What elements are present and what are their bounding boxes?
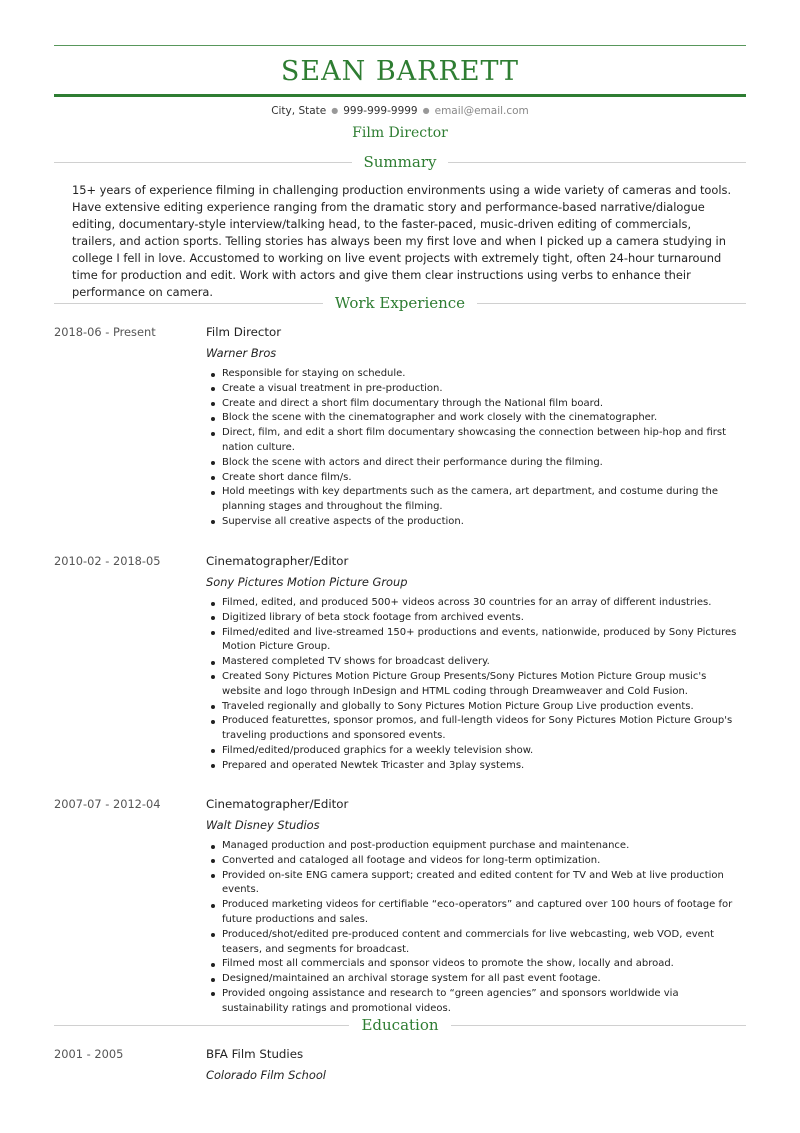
summary-paragraph: 15+ years of experience filming in challenging production environments using a wide variety of cameras and tools. Have extensive editing experience ranging from the dramatic story and performance-based narrative/dialogue editing, documentary-style interview/talking head, to the faster-paced, music-driven editing of commercials, trailers, and action sports. Telling stories has always been my first love and when I picked up a camera studying in college I fell in love. Accustomed to working on live event projects with extremely tight, often 24-hour turnaround time for production and edit. Work with actors and give them clear instructions using verbs to enhance their performance on camera.: [72, 183, 732, 299]
entry-role: Cinematographer/Editor: [206, 554, 349, 568]
bullet-item: Filmed, edited, and produced 500+ videos across 30 countries for an array of different industries.: [222, 596, 748, 611]
entry-dates: 2010-02 - 2018-05: [54, 554, 161, 568]
bullet-item: Create a visual treatment in pre-production.: [222, 382, 748, 397]
summary-title: Summary: [352, 153, 449, 171]
bullet-item: Filmed most all commercials and sponsor videos to promote the show, locally and abroad.: [222, 957, 748, 972]
entry-bullets: [206, 367, 748, 530]
summary-text: [72, 182, 732, 301]
bullet-item: Block the scene with actors and direct their performance during the filming.: [222, 456, 748, 471]
entry-company: Sony Pictures Motion Picture Group: [206, 575, 408, 589]
entry-company: Walt Disney Studios: [206, 818, 320, 832]
experience-title: Work Experience: [323, 294, 477, 312]
bullet-item: Responsible for staying on schedule.: [222, 367, 748, 382]
bullet-item: Designed/maintained an archival storage system for all past event footage.: [222, 972, 748, 987]
header-top-rule: [54, 45, 746, 46]
education-section-heading: [54, 1015, 746, 1037]
bullet-item: Produced featurettes, sponsor promos, and full-length videos for Sony Pictures Motion Picture Group's traveling productions and sponsored events.: [222, 714, 748, 744]
bullet-item: Produced/shot/edited pre-produced content and commercials for live webcasting, web VOD, event teasers, and segments for broadcast.: [222, 928, 748, 958]
bullet-item: Digitized library of beta stock footage from archived events.: [222, 611, 748, 626]
bullet-item: Block the scene with the cinematographer and work closely with the cinematographer.: [222, 411, 748, 426]
bullet-item: Filmed/edited/produced graphics for a weekly television show.: [222, 744, 748, 759]
bullet-item: Direct, film, and edit a short film documentary showcasing the connection between hip-hop and first nation culture.: [222, 426, 748, 456]
bullet-item: Create and direct a short film documentary through the National film board.: [222, 397, 748, 412]
bullet-item: Created Sony Pictures Motion Picture Group Presents/Sony Pictures Motion Picture Group music's website and logo through InDesign and HTML coding through Dreamweaver and Cold Fusion.: [222, 670, 748, 700]
bullet-item: Supervise all creative aspects of the production.: [222, 515, 748, 530]
bullet-item: Provided ongoing assistance and research to “green agencies” and sponsors worldwide via sustainability ratings and promotional videos.: [222, 987, 748, 1017]
entry-role: Cinematographer/Editor: [206, 797, 349, 811]
contact-line: [0, 103, 800, 120]
entry-dates: 2007-07 - 2012-04: [54, 797, 161, 811]
header-bottom-rule: [54, 94, 746, 97]
bullet-item: Prepared and operated Newtek Tricaster and 3play systems.: [222, 759, 748, 774]
experience-section-heading: [54, 293, 746, 315]
candidate-name: SEAN BARRETT: [280, 56, 520, 87]
bullet-item: Filmed/edited and live-streamed 150+ productions and events, nationwide, produced by Sony Pictures Motion Picture Group.: [222, 626, 748, 656]
entry-school: Colorado Film School: [206, 1068, 326, 1082]
bullet-item: Mastered completed TV shows for broadcast delivery.: [222, 655, 748, 670]
bullet-item: Provided on-site ENG camera support; created and edited content for TV and Web at live production events.: [222, 869, 748, 899]
bullet-item: Create short dance film/s.: [222, 471, 748, 486]
entry-dates: 2001 - 2005: [54, 1047, 124, 1061]
separator-dot: ●: [422, 106, 430, 115]
entry-degree: BFA Film Studies: [206, 1047, 304, 1061]
summary-section-heading: [54, 152, 746, 174]
job-headline: Film Director: [352, 125, 448, 141]
contact-phone: 999-999-9999: [343, 105, 418, 117]
entry-role: Film Director: [206, 325, 282, 339]
bullet-item: Managed production and post-production equipment purchase and maintenance.: [222, 839, 748, 854]
entry-bullets: [206, 596, 748, 774]
bullet-item: Produced marketing videos for certifiable “eco-operators” and captured over 100 hours of footage for future productions and sales.: [222, 898, 748, 928]
bullet-item: Converted and cataloged all footage and videos for long-term optimization.: [222, 854, 748, 869]
bullet-item: Hold meetings with key departments such as the camera, art department, and costume during the planning stages and throughout the filming.: [222, 485, 748, 515]
entry-bullets: [206, 839, 748, 1017]
contact-email[interactable]: email@email.com: [434, 105, 529, 117]
entry-company: Warner Bros: [206, 346, 277, 360]
contact-city: City, State: [271, 105, 327, 117]
entry-dates: 2018-06 - Present: [54, 325, 156, 339]
bullet-item: Traveled regionally and globally to Sony Pictures Motion Picture Group Live production events.: [222, 700, 748, 715]
separator-dot: ●: [331, 106, 339, 115]
education-title: Education: [349, 1016, 450, 1034]
